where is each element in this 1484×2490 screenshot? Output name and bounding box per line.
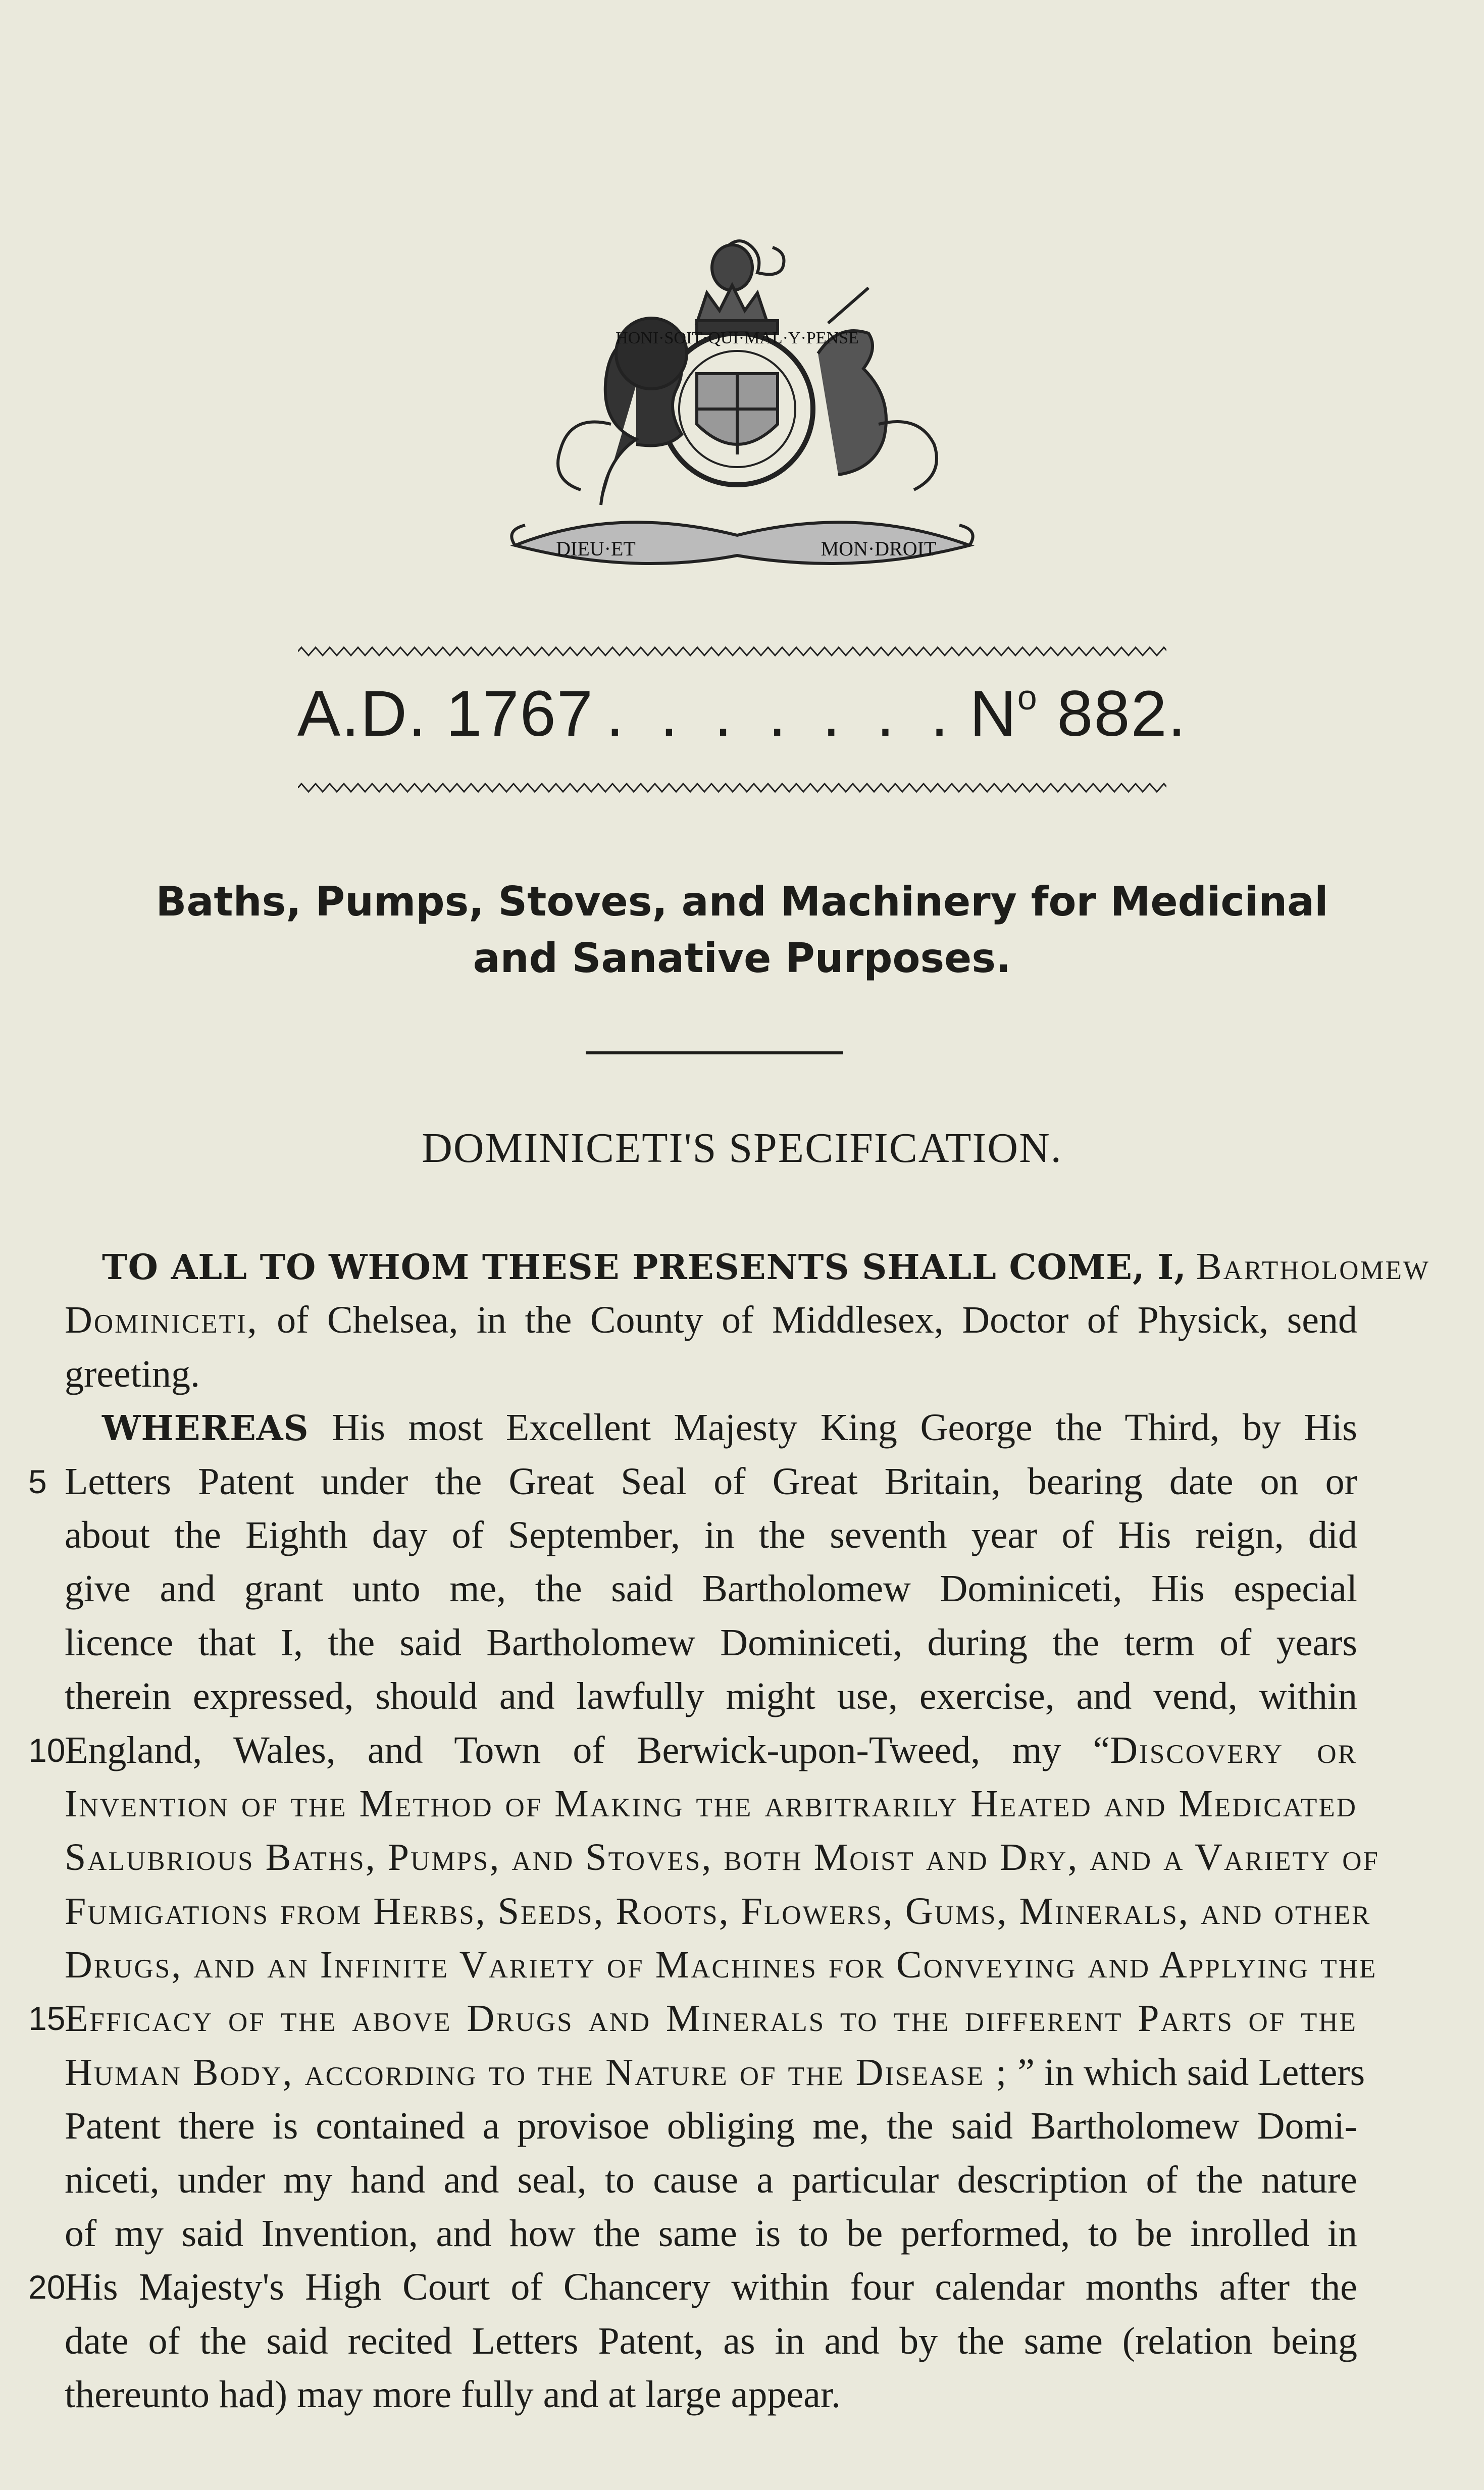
leader-dots: . . . . . . .	[605, 678, 958, 750]
text-line: licence that I, the said Bartholomew Dominiceti, during the term of years	[65, 1621, 1357, 1664]
text-line: Fumigations from Herbs, Seeds, Roots, Flowers, Gums, Minerals, and other	[65, 1890, 1371, 1933]
line-number: 20	[28, 2268, 66, 2306]
specification-heading: DOMINICETI'S SPECIFICATION.	[422, 1125, 1062, 1172]
text-line: 20 His Majesty's High Court of Chancery within four calendar months after the	[65, 2260, 1357, 2314]
section-divider	[586, 1051, 843, 1054]
line-number: 10	[28, 1731, 66, 1769]
text-line: date of the said recited Letters Patent, as in and by the same (relation being	[65, 2319, 1357, 2362]
text-line: WHEREAS His most Excellent Majesty King George the Third, by His	[102, 1406, 1358, 1449]
wavy-rule-bottom	[298, 778, 1166, 798]
text-line: thereunto had) may more fully and at large appear.	[65, 2373, 841, 2416]
body-text	[28, 1240, 1430, 2422]
text-line: 10 England, Wales, and Town of Berwick-upon-Tweed, my “Discovery or	[65, 1723, 1357, 1777]
text-line: 5 Letters Patent under the Great Seal of Great Britain, bearing date on or	[65, 1455, 1357, 1508]
title-line-2: and Sanative Purposes.	[473, 935, 1011, 982]
patent-number-prefix: N	[969, 678, 1017, 750]
wavy-rule-top	[298, 641, 1166, 662]
text-line: Human Body, according to the Nature of the Disease ; ” in which said Letters	[65, 2051, 1365, 2094]
text-line: Salubrious Baths, Pumps, and Stoves, both Moist and Dry, and a Variety of	[65, 1836, 1380, 1879]
text-line: therein expressed, should and lawfully might use, exercise, and vend, within	[65, 1675, 1357, 1718]
title-line-1: Baths, Pumps, Stoves, and Machinery for Medicinal	[156, 878, 1328, 925]
text-line: Invention of the Method of Making the arbitrarily Heated and Medicated	[65, 1782, 1358, 1825]
patent-number: 882.	[1038, 678, 1187, 750]
text-line: give and grant unto me, the said Bartholomew Dominiceti, His especial	[65, 1567, 1357, 1610]
text-line: niceti, under my hand and seal, to cause a particular description of the nature	[65, 2158, 1357, 2201]
text-line: Patent there is contained a provisoe obliging me, the said Bartholomew Domi-	[65, 2105, 1357, 2148]
text-line: Dominiceti, of Chelsea, in the County of Middlesex, Doctor of Physick, send	[65, 1299, 1358, 1342]
patent-number-sup: o	[1017, 678, 1038, 717]
text-line: 15 Efficacy of the above Drugs and Minerals to the different Parts of the	[65, 1992, 1357, 2045]
motto-right: MON·DROIT	[821, 537, 937, 560]
patent-number-line	[0, 677, 1484, 751]
text-line: TO ALL TO WHOM THESE PRESENTS SHALL COME, I, Bartholomew	[102, 1245, 1430, 1288]
line-number: 15	[28, 2000, 66, 2038]
document-title	[0, 874, 1484, 987]
motto-left: DIEU·ET	[556, 537, 636, 560]
text-line: about the Eighth day of September, in the seventh year of His reign, did	[65, 1513, 1357, 1556]
line-number: 5	[28, 1462, 47, 1500]
garter-motto: HONI·SOIT·QUI·MAL·Y·PENSE	[616, 329, 859, 347]
royal-coat-of-arms	[485, 222, 1000, 586]
text-line: greeting.	[65, 1352, 200, 1395]
text-line: Drugs, and an Infinite Variety of Machines for Conveying and Applying the	[65, 1944, 1377, 1987]
text-line: of my said Invention, and how the same is to be performed, to be inrolled in	[65, 2212, 1357, 2255]
patent-year: A.D. 1767	[297, 678, 594, 750]
